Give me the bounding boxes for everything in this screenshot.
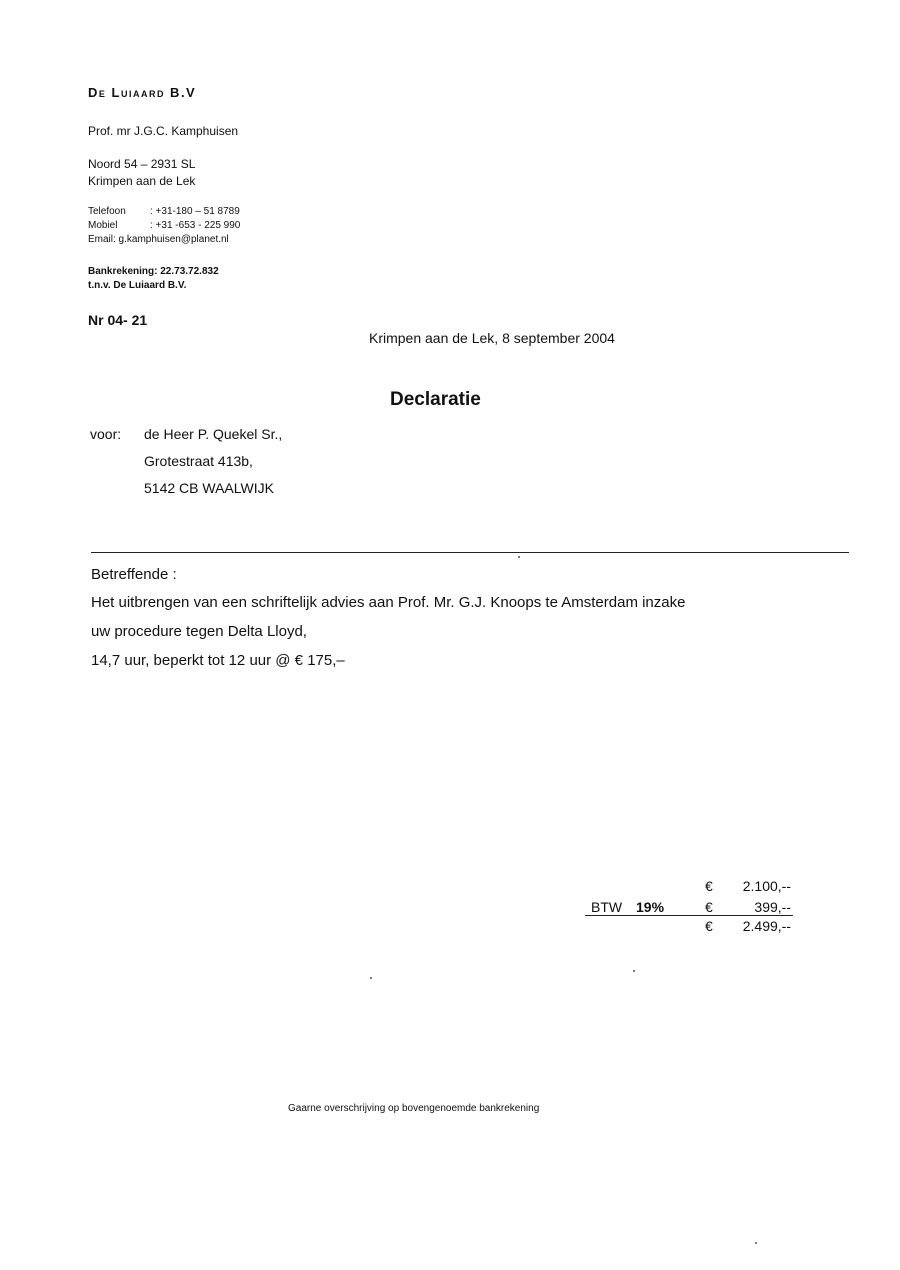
recipient-city: 5142 CB WAALWIJK bbox=[144, 480, 274, 496]
recipient-street: Grotestraat 413b, bbox=[144, 453, 253, 469]
payment-note: Gaarne overschrijving op bovengenoemde bankrekening bbox=[288, 1103, 540, 1114]
total-rule bbox=[585, 915, 793, 916]
phone-value: : +31-180 – 51 8789 bbox=[150, 206, 240, 217]
separator-line bbox=[91, 552, 849, 553]
phone-row bbox=[88, 206, 240, 217]
phone-label: Telefoon bbox=[88, 206, 126, 217]
subject-line-2: uw procedure tegen Delta Lloyd, bbox=[91, 623, 307, 640]
mobile-value: : +31 -653 - 225 990 bbox=[150, 220, 241, 231]
address-city: Krimpen aan de Lek bbox=[88, 174, 196, 188]
currency-symbol: € bbox=[705, 878, 713, 894]
scan-speck bbox=[370, 977, 372, 979]
invoice-number: Nr 04- 21 bbox=[88, 312, 148, 328]
company-name: De Luiaard B.V bbox=[88, 85, 197, 100]
email: Email: g.kamphuisen@planet.nl bbox=[88, 234, 229, 245]
bank-account: Bankrekening: 22.73.72.832 bbox=[88, 266, 219, 277]
subtotal-amount: 2.100,-- bbox=[742, 878, 791, 894]
currency-symbol: € bbox=[705, 918, 713, 934]
scan-speck bbox=[633, 970, 635, 972]
currency-symbol: € bbox=[705, 899, 713, 915]
document-title: Declaratie bbox=[390, 389, 481, 410]
vat-rate: 19% bbox=[636, 899, 665, 915]
recipient-name: de Heer P. Quekel Sr., bbox=[144, 426, 283, 442]
vat-amount: 399,-- bbox=[754, 899, 791, 915]
scan-speck bbox=[518, 556, 520, 558]
scan-speck bbox=[755, 1242, 757, 1244]
mobile-label: Mobiel bbox=[88, 220, 118, 231]
subject-line-1: Het uitbrengen van een schriftelijk advies aan Prof. Mr. G.J. Knoops te Amsterdam inzake bbox=[91, 594, 686, 611]
subject-line-3: 14,7 uur, beperkt tot 12 uur @ € 175,– bbox=[91, 652, 345, 669]
recipient-label: voor: bbox=[90, 426, 122, 442]
total-amount: 2.499,-- bbox=[742, 918, 791, 934]
address-street: Noord 54 – 2931 SL bbox=[88, 157, 196, 171]
vat-label: BTW bbox=[591, 899, 623, 915]
subject-heading: Betreffende : bbox=[91, 566, 177, 583]
person-name: Prof. mr J.G.C. Kamphuisen bbox=[88, 124, 239, 138]
account-holder: t.n.v. De Luiaard B.V. bbox=[88, 280, 187, 291]
place-date: Krimpen aan de Lek, 8 september 2004 bbox=[369, 330, 615, 346]
mobile-row bbox=[88, 220, 240, 231]
